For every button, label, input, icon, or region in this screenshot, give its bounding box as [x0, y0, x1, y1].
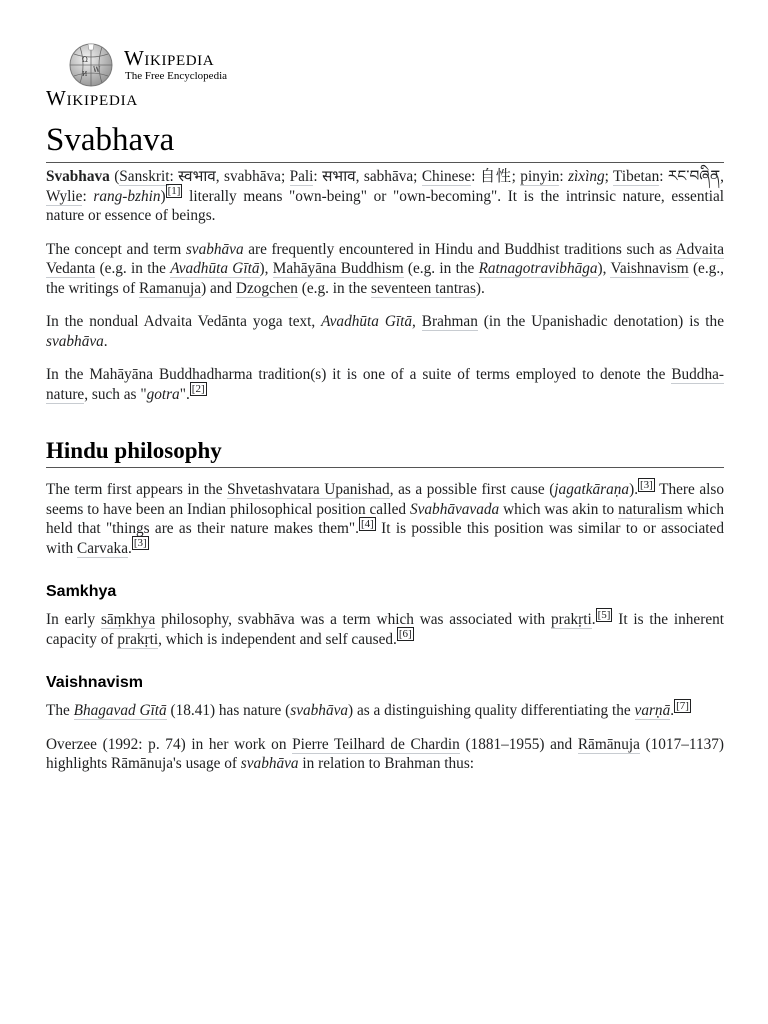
text: (	[109, 168, 120, 185]
link-pali[interactable]: Pali	[289, 168, 314, 185]
article-body	[46, 167, 724, 788]
text: ;	[604, 168, 614, 185]
link-teilhard-de-chardin[interactable]: Pierre Teilhard de Chardin	[292, 735, 460, 753]
link-wylie[interactable]: Wylie	[46, 187, 83, 205]
link-buddha-nature[interactable]: Buddha-nature	[46, 366, 724, 403]
text: are frequently encountered in Hindu and Buddhist traditions such as	[243, 240, 676, 258]
vaishnavism-paragraph-2	[46, 735, 724, 774]
link-ramanuja[interactable]: Ramanuja	[139, 279, 202, 297]
hindu-paragraph-1	[46, 480, 724, 558]
text: : स्वभाव, svabhāva;	[169, 168, 290, 185]
link-ratnagotravibhaga[interactable]: Ratnagotravibhāga	[478, 260, 598, 277]
logo-wordmark: Wikipedia	[124, 46, 215, 70]
text: : རང་བཞིན,	[659, 168, 725, 185]
wikipedia-logo[interactable]	[66, 42, 326, 86]
text: The	[46, 702, 74, 719]
reference-link-1[interactable]: [1]	[167, 185, 181, 198]
text: in relation to Brahman thus:	[298, 755, 475, 772]
link-sanskrit[interactable]: Sanskrit	[119, 168, 170, 185]
link-brahman[interactable]: Brahman	[421, 313, 478, 330]
text: In the nondual Advaita Vedānta yoga text,	[46, 313, 322, 330]
text: (in the Upanishadic denotation) is the	[477, 313, 724, 330]
reference-link-6[interactable]: [6]	[398, 628, 412, 641]
text: .	[591, 611, 596, 628]
text: In the Mahāyāna Buddhadharma tradition(s) it is one of a suite of terms employed to denote the	[46, 366, 672, 383]
svg-text:Ω: Ω	[82, 56, 88, 64]
link-carvaka[interactable]: Carvaka	[77, 539, 128, 557]
link-shvetashvatara-upanishad[interactable]: Shvetashvatara Upanishad	[227, 481, 390, 498]
text: ) and	[201, 279, 236, 297]
italic-text: svabhāva	[46, 332, 104, 350]
italic-text: svabhāva	[240, 755, 299, 772]
text: (18.41) has nature (	[166, 702, 291, 719]
italic-text: jagatkāraṇa	[554, 481, 630, 498]
reference-marker	[166, 184, 183, 198]
section-heading-hindu-philosophy: Hindu philosophy	[46, 437, 724, 468]
text: : सभाव, sabhāva;	[313, 168, 422, 185]
text: philosophy, svabhāva was a term which was associated with	[155, 611, 551, 628]
link-pinyin[interactable]: pinyin	[520, 168, 560, 185]
link-seventeen-tantras[interactable]: seventeen tantras	[371, 279, 476, 297]
intro-paragraph-3	[46, 312, 724, 351]
text: which was akin to	[499, 500, 619, 518]
samkhya-paragraph-1	[46, 610, 724, 649]
text: (e.g., the writings of	[46, 260, 724, 297]
italic-text: Svabhāvavada	[409, 500, 500, 518]
text: :	[559, 168, 569, 185]
link-dzogchen[interactable]: Dzogchen	[235, 279, 298, 297]
text: , as a possible first cause (	[389, 481, 555, 498]
intro-paragraph-4	[46, 365, 724, 404]
reference-marker	[359, 517, 376, 531]
intro-paragraph-2	[46, 240, 724, 299]
text: It is the inherent capacity of	[46, 611, 725, 648]
link-prakrti-2[interactable]: prakṛti	[117, 630, 159, 648]
text: ) as a distinguishing quality differentiating the	[348, 702, 635, 719]
text: In early	[46, 611, 101, 628]
text: ".	[179, 385, 190, 403]
vaishnavism-paragraph-1	[46, 701, 724, 721]
reference-marker	[638, 478, 655, 492]
text: ),	[259, 260, 273, 277]
text: Overzee (1992: p. 74) in her work on	[46, 735, 293, 753]
text: )	[160, 187, 166, 205]
reference-link-4[interactable]: [4]	[360, 517, 374, 530]
link-ramanuja-2[interactable]: Rāmānuja	[577, 735, 640, 753]
italic-text: zìxìng	[568, 168, 605, 185]
text: which held that "things are as their nature makes them".	[46, 500, 724, 537]
text: (1017–1137) highlights Rāmānuja's usage of	[46, 735, 724, 772]
reference-link-2[interactable]: [2]	[191, 383, 205, 396]
page-title: Svabhava	[46, 120, 724, 163]
italic-text: rang-bzhin	[93, 187, 161, 205]
subsection-heading-vaishnavism: Vaishnavism	[46, 674, 143, 691]
text: literally means "own-being" or "own-becoming". It is the intrinsic nature, essential nature or essence of beings.	[46, 187, 725, 224]
link-avadhuta-gita[interactable]: Avadhūta Gītā	[170, 260, 260, 277]
logo-tagline: The Free Encyclopedia	[125, 70, 228, 82]
text: (1881–1955) and	[459, 735, 578, 753]
svg-text:W: W	[93, 66, 101, 74]
text: (e.g. in the	[95, 260, 171, 277]
reference-marker	[132, 536, 149, 550]
reference-link-5[interactable]: [5]	[597, 608, 611, 621]
text: The concept and term	[46, 240, 186, 258]
text: :	[82, 187, 94, 205]
text: .	[128, 539, 132, 557]
italic-text: svabhāva	[185, 240, 244, 258]
text: (e.g. in the	[297, 279, 372, 297]
reference-marker	[397, 627, 414, 641]
subsection-heading-samkhya: Samkhya	[46, 583, 117, 600]
italic-text: Avadhūta Gītā	[321, 313, 413, 330]
text: .	[670, 702, 675, 719]
text: It is possible this position was similar to or associated with	[46, 520, 724, 557]
reference-link-3[interactable]: [3]	[640, 478, 653, 491]
link-advaita-vedanta[interactable]: Advaita Vedanta	[46, 240, 724, 277]
link-mahayana-buddhism[interactable]: Mahāyāna Buddhism	[272, 260, 404, 277]
intro-paragraph-1	[46, 167, 724, 226]
link-tibetan[interactable]: Tibetan	[613, 168, 660, 185]
link-prakrti[interactable]: prakṛti	[550, 611, 592, 628]
reference-marker	[674, 699, 691, 713]
reference-marker	[596, 608, 613, 622]
link-chinese[interactable]: Chinese	[421, 168, 472, 185]
site-wordmark[interactable]: Wikipedia	[46, 86, 139, 110]
italic-text: gotra	[146, 385, 180, 403]
text: (e.g. in the	[403, 260, 479, 277]
svg-text:И: И	[82, 71, 88, 78]
link-vaishnavism[interactable]: Vaishnavism	[610, 260, 689, 277]
text: .	[103, 332, 108, 350]
link-bhagavad-gita[interactable]: Bhagavad Gītā	[73, 702, 167, 719]
text: , which is independent and self caused.	[158, 630, 397, 648]
text: ,	[412, 313, 422, 330]
text: ).	[629, 481, 639, 498]
reference-marker	[190, 382, 207, 396]
reference-link-7[interactable]: [7]	[676, 699, 689, 712]
link-naturalism[interactable]: naturalism	[618, 500, 683, 518]
link-samkhya[interactable]: sāṃkhya	[100, 611, 156, 628]
text: ),	[597, 260, 611, 277]
text: : 自性;	[471, 168, 521, 185]
link-varna[interactable]: varṇā	[634, 702, 671, 719]
text: ).	[475, 279, 485, 297]
text: The term first appears in the	[46, 481, 228, 498]
wikipedia-globe-icon	[66, 42, 116, 88]
term-bold: Svabhava	[46, 168, 110, 185]
italic-text: svabhāva	[290, 702, 349, 719]
reference-link-3b[interactable]: [3]	[133, 537, 147, 550]
text: There also seems to have been an Indian philosophical position called	[46, 481, 724, 518]
text: , such as "	[84, 385, 147, 403]
